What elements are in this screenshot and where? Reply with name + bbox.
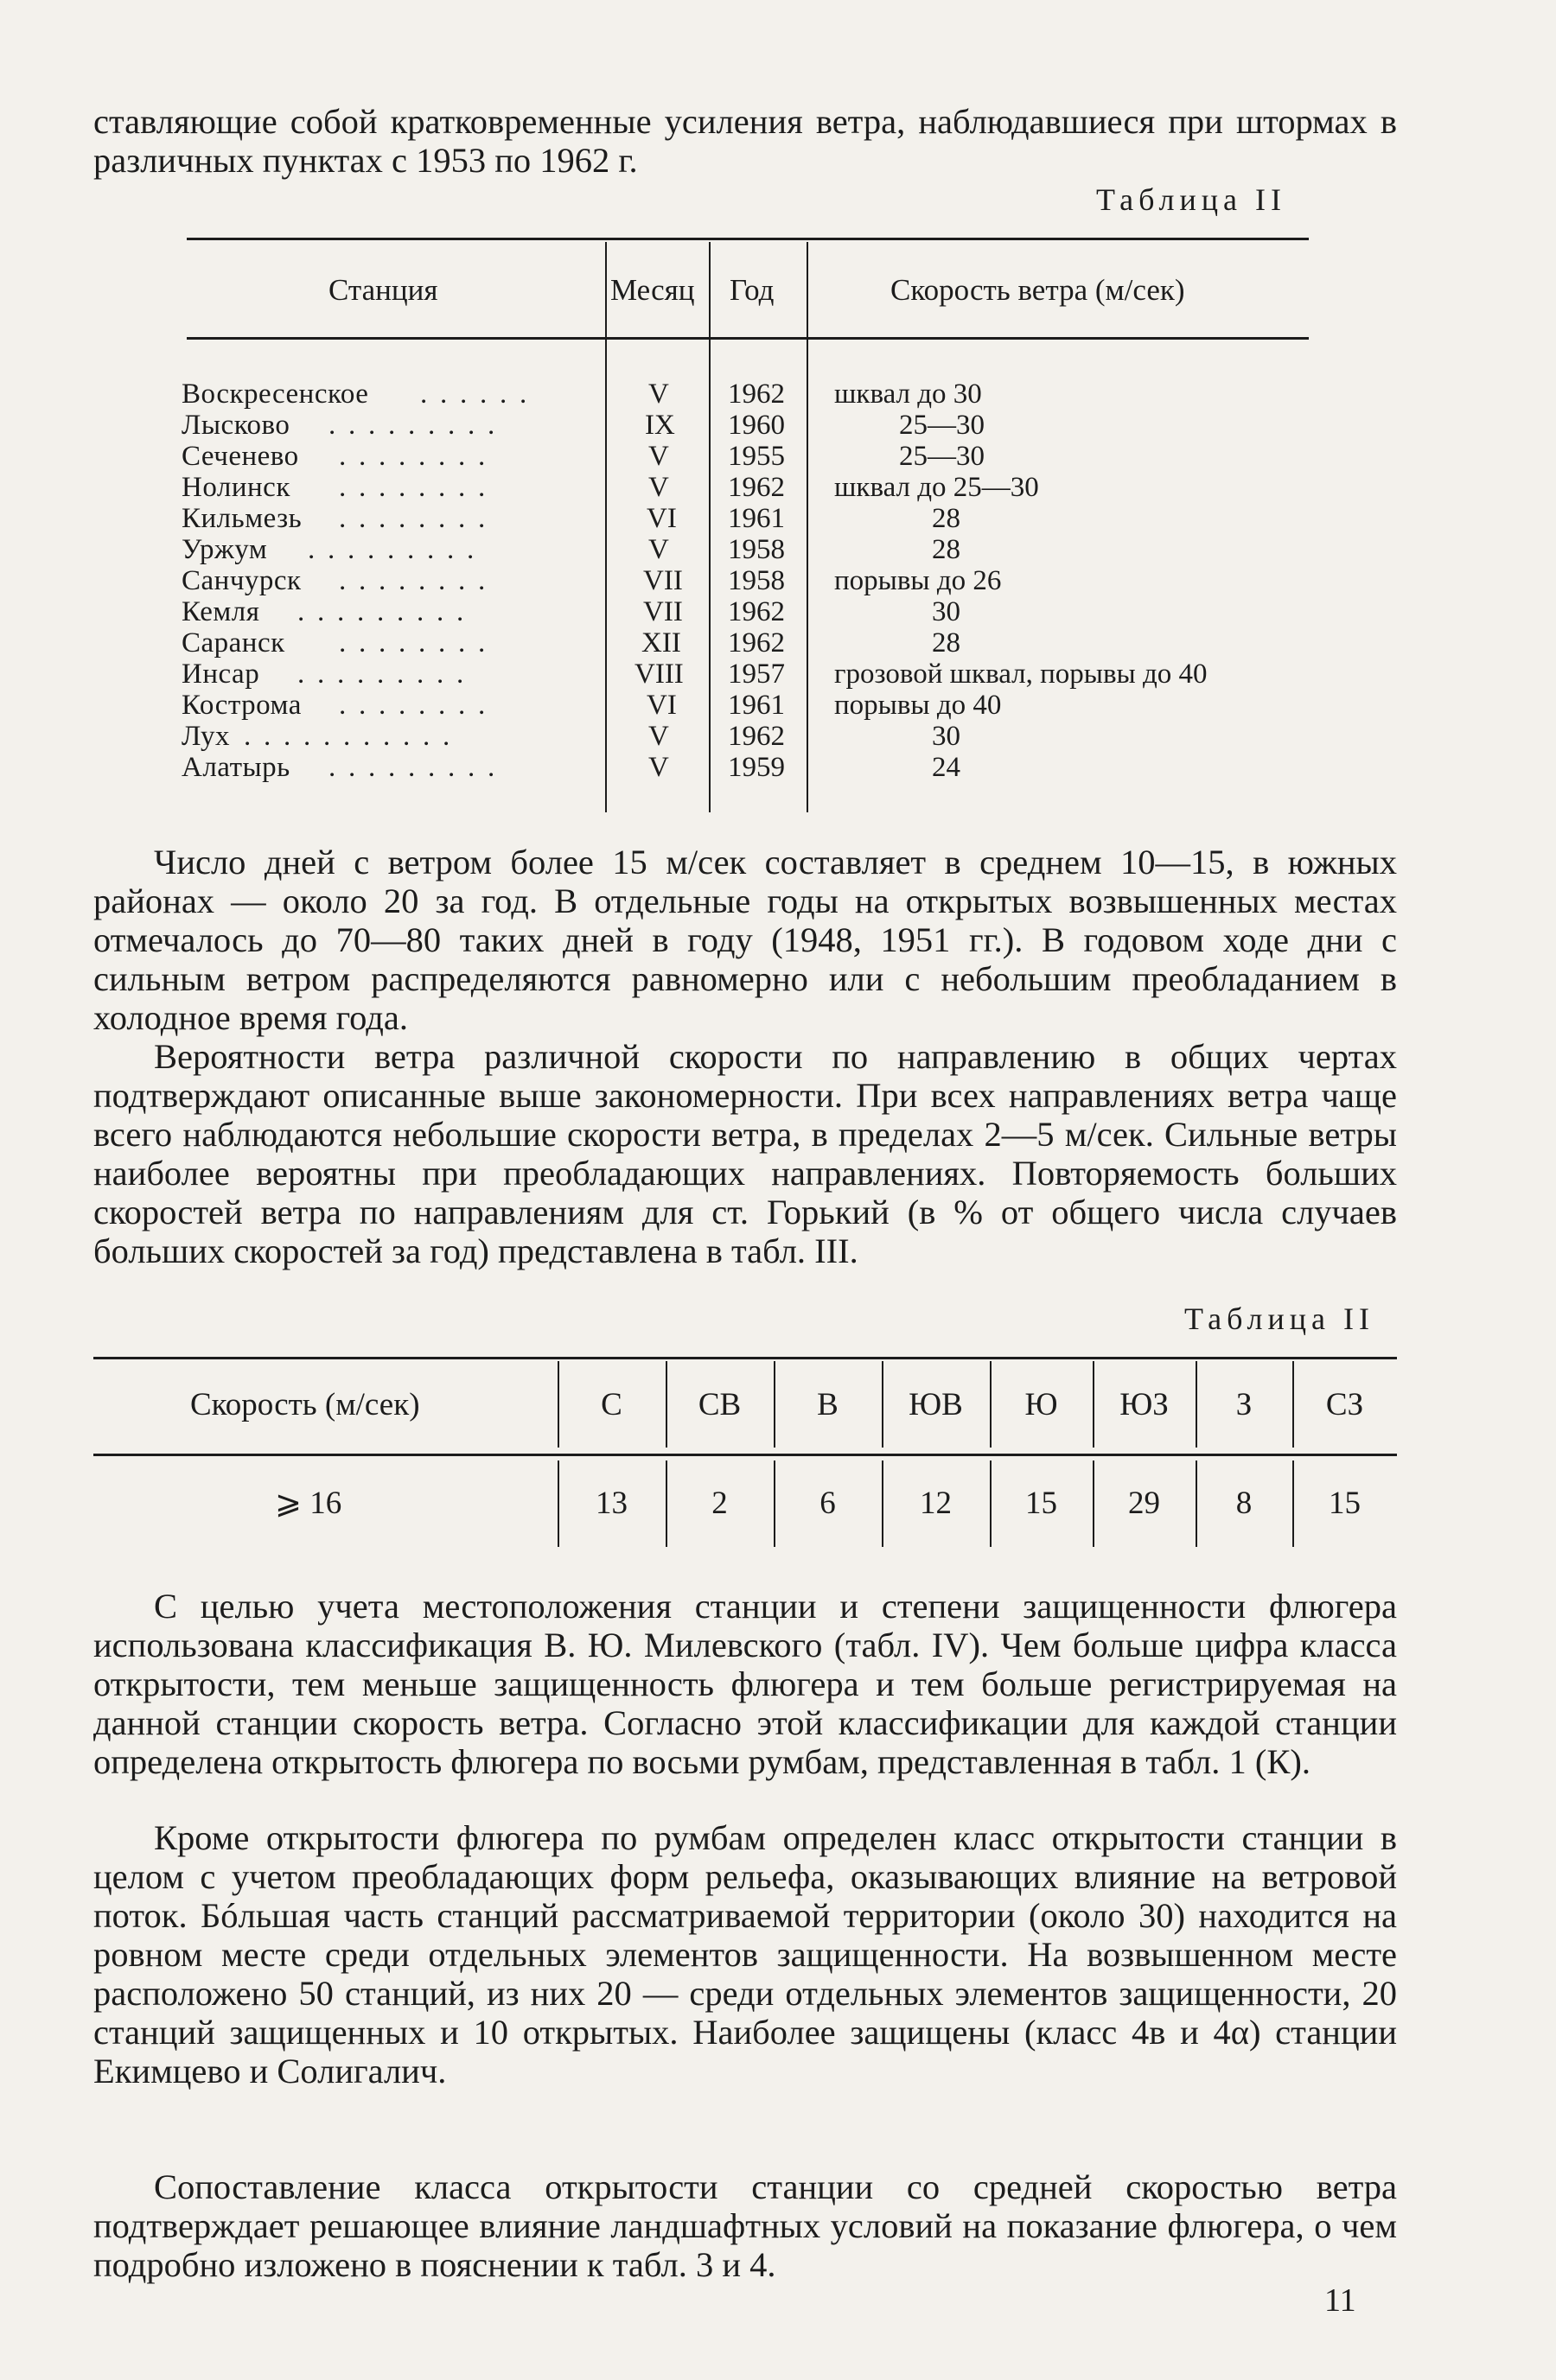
table1-station: Саранск <box>182 627 285 659</box>
table1-month: IX <box>645 410 675 441</box>
table2-value: 13 <box>596 1486 628 1521</box>
table1-divider-1 <box>605 242 607 812</box>
table1-year: 1962 <box>728 472 785 503</box>
leader-dots: . . . . . . . . . <box>308 534 480 565</box>
table2-header-direction: СВ <box>698 1387 742 1422</box>
leader-dots: . . . . . . . . . <box>328 410 501 441</box>
table1-station: Кильмезь <box>182 503 303 534</box>
table2-value: 15 <box>1025 1486 1057 1521</box>
leader-dots: . . . . . . . . <box>339 690 491 721</box>
intro-paragraph: ставляющие собой кратковременные усиления ветра, наблюдавшиеся при штормах в различных пунктах с 1953 по 1962 г. <box>93 102 1397 180</box>
table1-station: Лух <box>182 721 231 752</box>
table1-month: V <box>648 752 669 783</box>
paragraph-4: Кроме открытости флюгера по румбам определен класс открытости станции в целом с учетом преобладающих форм рельефа, оказывающих влияние на ветровой поток. Бóльшая часть станций рассматриваемой территории (около 30) находится на ровном месте среди отдельных элементов защищенности. На возвышенном месте расположено 50 станций, из них 20 — среди отдельных элементов защищенности, 20 станций защищенных и 10 открытых. Наиболее защищены (класс 4в и 4α) станции Екимцево и Солигалич. <box>93 1818 1397 2090</box>
paragraph-2: Вероятности ветра различной скорости по направлению в общих чертах подтверждают описанные выше закономерности. При всех направлениях ветра чаще всего наблюдаются небольшие скорости ветра, в пределах 2—5 м/сек. Сильные ветры наиболее вероятны при преобладающих направлениях. Повторяемость больших скоростей ветра по направлениям для ст. Горький (в % от общего числа случаев больших скоростей за год) представлена в табл. III. <box>93 1037 1397 1270</box>
table1-month: VII <box>643 596 683 627</box>
table1-year: 1959 <box>728 752 785 783</box>
leader-dots: . . . . . . . . . . . <box>244 721 456 752</box>
table2-header-rule <box>93 1454 1397 1456</box>
table1-year: 1960 <box>728 410 785 441</box>
table1-station: Уржум <box>182 534 268 565</box>
table1-header-speed: Скорость ветра (м/сек) <box>890 273 1185 307</box>
leader-dots: . . . . . . . . . <box>328 752 501 783</box>
table1-divider-3 <box>807 242 808 812</box>
table1-station: Нолинск <box>182 472 290 503</box>
table1-station: Сеченево <box>182 441 299 472</box>
table1-header-year: Год <box>730 273 775 307</box>
leader-dots: . . . . . . . . <box>339 441 491 472</box>
table1-year: 1958 <box>728 565 785 596</box>
table1-top-rule <box>187 238 1309 240</box>
table1-station: Кострома <box>182 690 302 721</box>
leader-dots: . . . . . . . . <box>339 627 491 659</box>
table1-year: 1961 <box>728 690 785 721</box>
table1-station: Алатырь <box>182 752 290 783</box>
table1-speed: порывы до 26 <box>834 565 1002 596</box>
table1-year: 1958 <box>728 534 785 565</box>
table1-divider-2 <box>709 242 711 812</box>
table2-header-direction: С <box>601 1387 622 1422</box>
table1-speed: 28 <box>932 627 960 659</box>
leader-dots: . . . . . . <box>420 379 532 410</box>
table1-station: Воскресенское <box>182 379 369 410</box>
table1-month: VIII <box>635 659 684 690</box>
table1-station: Санчурск <box>182 565 302 596</box>
table2-value: 15 <box>1329 1486 1361 1521</box>
paragraph-3: С целью учета местоположения станции и степени защищенности флюгера использована классификация В. Ю. Милевского (табл. IV). Чем больше цифра класса открытости, тем меньше защищенность флюгера и тем больше регистрируемая на данной станции скорость ветра. Согласно этой классификации для каждой станции определена открытость флюгера по восьми румбам, представленная в табл. 1 (К). <box>93 1587 1397 1781</box>
table1-year: 1962 <box>728 721 785 752</box>
table1-year: 1962 <box>728 596 785 627</box>
table1-station: Лысково <box>182 410 290 441</box>
table1-speed: грозовой шквал, порывы до 40 <box>834 659 1208 690</box>
leader-dots: . . . . . . . . <box>339 503 491 534</box>
table1-month: V <box>648 472 669 503</box>
table1-month: VII <box>643 565 683 596</box>
table2-header-direction: В <box>817 1387 839 1422</box>
table1-year: 1961 <box>728 503 785 534</box>
table2-value: 29 <box>1128 1486 1160 1521</box>
paragraph-1: Число дней с ветром более 15 м/сек составляет в среднем 10—15, в южных районах — около 20 за год. В отдельные годы на открытых возвышенных местах отмечалось до 70—80 таких дней в году (1948, 1951 гг.). В годовом ходе дни с сильным ветром распределяются равномерно или с небольшим преобладанием в холодное время года. <box>93 843 1397 1037</box>
table1-speed: шквал до 30 <box>834 379 982 410</box>
table2-value: 8 <box>1235 1486 1253 1521</box>
table1-station: Инсар <box>182 659 260 690</box>
page-number: 11 <box>1324 2282 1356 2319</box>
table1-month: VI <box>647 503 677 534</box>
table1-speed: 25—30 <box>899 410 985 441</box>
table2-header-direction: З <box>1235 1387 1253 1422</box>
table2-caption: Таблица II <box>1184 1301 1374 1336</box>
table2-value: 2 <box>711 1486 728 1521</box>
table1-speed: порывы до 40 <box>834 690 1002 721</box>
table1-year: 1955 <box>728 441 785 472</box>
table1-month: V <box>648 441 669 472</box>
leader-dots: . . . . . . . . <box>339 565 491 596</box>
table2-row-label: ⩾ 16 <box>275 1486 342 1521</box>
table1-month: V <box>648 379 669 410</box>
table1-month: XII <box>641 627 681 659</box>
table1-speed: 28 <box>932 534 960 565</box>
table1-speed: 24 <box>932 752 960 783</box>
table1-month: VI <box>647 690 677 721</box>
table1-year: 1962 <box>728 627 785 659</box>
table1-year: 1962 <box>728 379 785 410</box>
table1-header-rule <box>187 337 1309 340</box>
table1-speed: 30 <box>932 721 960 752</box>
table1-station: Кемля <box>182 596 260 627</box>
table2-header-direction: СЗ <box>1325 1387 1364 1422</box>
table2-header-direction: ЮВ <box>909 1387 963 1422</box>
table1-month: V <box>648 534 669 565</box>
leader-dots: . . . . . . . . . <box>297 659 469 690</box>
paragraph-5: Сопоставление класса открытости станции со средней скоростью ветра подтверждает решающее влияние ландшафтных условий на показание флюгера, о чем подробно изложено в пояснении к табл. 3 и 4. <box>93 2167 1397 2284</box>
table2-header-direction: ЮЗ <box>1119 1387 1169 1422</box>
table1-caption: Таблица II <box>1096 182 1286 217</box>
table1-speed: 28 <box>932 503 960 534</box>
table1-month: V <box>648 721 669 752</box>
table2-value: 12 <box>920 1486 952 1521</box>
table1-speed: шквал до 25—30 <box>834 472 1039 503</box>
leader-dots: . . . . . . . . . <box>297 596 469 627</box>
table1-speed: 25—30 <box>899 441 985 472</box>
table2-header-speed: Скорость (м/сек) <box>190 1387 420 1422</box>
table2-top-rule <box>93 1357 1397 1359</box>
table1-speed: 30 <box>932 596 960 627</box>
table1-year: 1957 <box>728 659 785 690</box>
table1-header-station: Станция <box>328 273 438 307</box>
table1-header-month: Месяц <box>610 273 695 307</box>
table2-header-direction: Ю <box>1024 1387 1058 1422</box>
table2-value: 6 <box>819 1486 836 1521</box>
leader-dots: . . . . . . . . <box>339 472 491 503</box>
